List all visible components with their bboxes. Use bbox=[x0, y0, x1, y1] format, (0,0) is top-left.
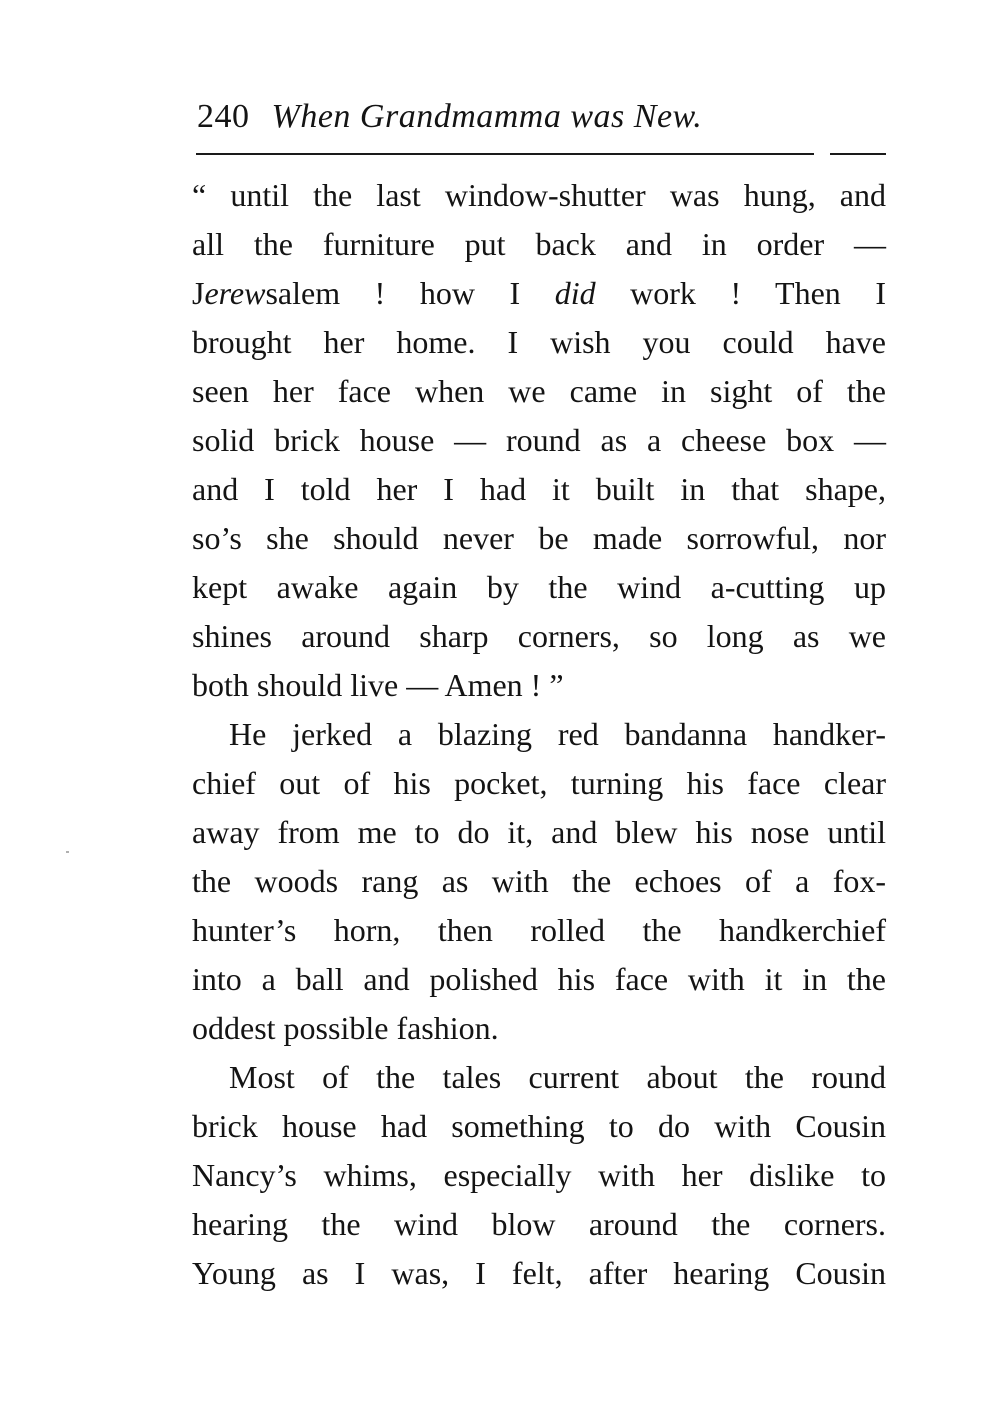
text-line: into a ball and polished his face with it in the bbox=[192, 961, 886, 997]
book-title: When Grandmamma was New. bbox=[271, 98, 703, 135]
text-line: brought her home. I wish you could have bbox=[192, 324, 886, 360]
header-rule bbox=[196, 153, 814, 155]
text-line: He jerked a blazing red bandanna handker- bbox=[229, 716, 886, 752]
running-head bbox=[197, 93, 702, 141]
text-line: so’s she should never be made sorrowful, nor bbox=[192, 520, 886, 556]
text-line: oddest possible fashion. bbox=[192, 1010, 499, 1046]
italic-text: erew bbox=[204, 275, 266, 311]
text-line: and I told her I had it built in that shape, bbox=[192, 471, 886, 507]
page-number: 240 bbox=[197, 98, 250, 135]
paragraph bbox=[192, 710, 886, 1053]
text-line: kept awake again by the wind a-cutting up bbox=[192, 569, 886, 605]
text-line: the woods rang as with the echoes of a fox- bbox=[192, 863, 886, 899]
text-line: shines around sharp corners, so long as we bbox=[192, 618, 886, 654]
text-line: seen her face when we came in sight of the bbox=[192, 373, 886, 409]
text-line: Jerewsalem ! how I did work ! Then I bbox=[192, 275, 887, 311]
margin-speck bbox=[66, 851, 69, 853]
text-line: “ until the last window-shutter was hung, and bbox=[192, 177, 886, 213]
body-text bbox=[192, 171, 886, 1298]
header-rule-short bbox=[830, 153, 886, 155]
text-line: solid brick house — round as a cheese box — bbox=[192, 422, 886, 458]
text-line: hunter’s horn, then rolled the handkerchief bbox=[192, 912, 886, 948]
text-line: hearing the wind blow around the corners. bbox=[192, 1206, 886, 1242]
text-line: away from me to do it, and blew his nose until bbox=[192, 814, 886, 850]
text-line: Young as I was, I felt, after hearing Cousin bbox=[192, 1255, 886, 1291]
italic-text: did bbox=[554, 275, 596, 311]
text-line: chief out of his pocket, turning his face clear bbox=[192, 765, 886, 801]
text-line: Nancy’s whims, especially with her dislike to bbox=[192, 1157, 886, 1193]
text-line: all the furniture put back and in order — bbox=[192, 226, 886, 262]
text-line: Most of the tales current about the round bbox=[229, 1059, 886, 1095]
paragraph bbox=[192, 1053, 886, 1298]
text-line: both should live — Amen ! ” bbox=[192, 667, 564, 703]
paragraph bbox=[192, 171, 886, 710]
text-line: brick house had something to do with Cousin bbox=[192, 1108, 886, 1144]
